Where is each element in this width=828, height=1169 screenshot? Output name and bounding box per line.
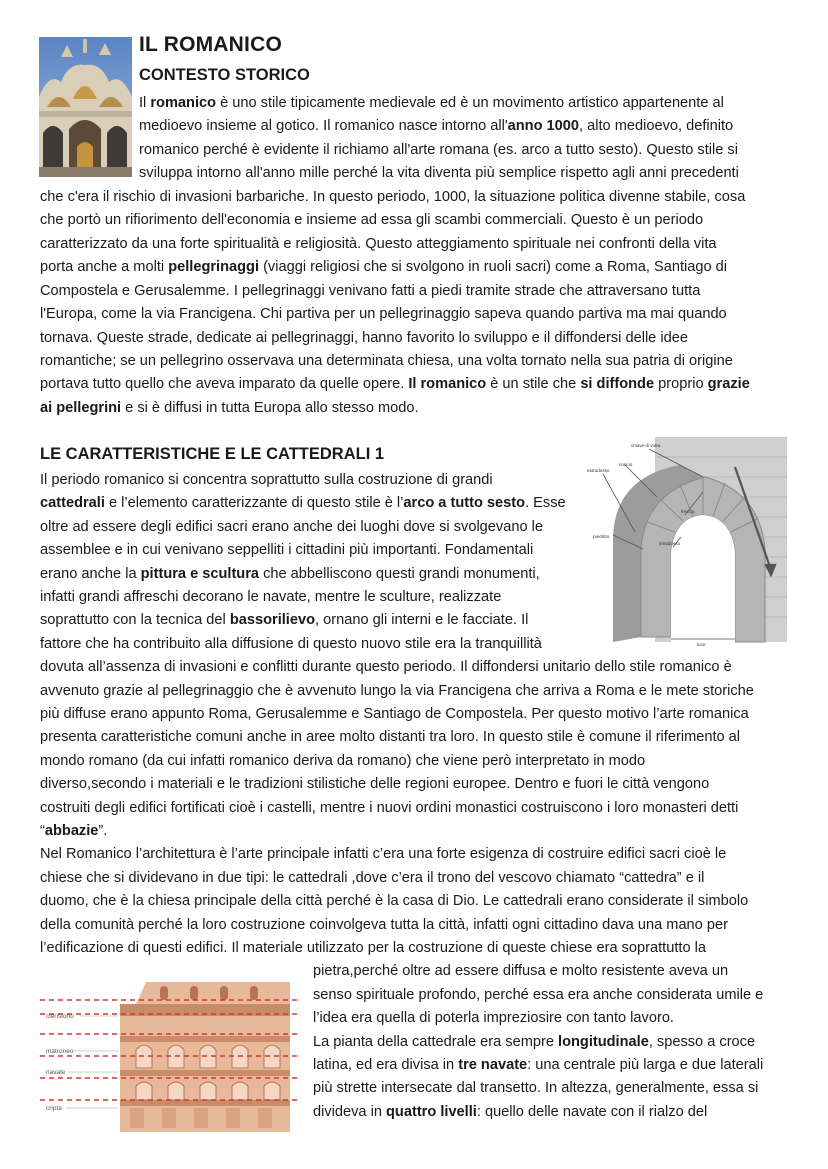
text-line	[139, 116, 733, 136]
label-cleristorio: cleristorio	[46, 1013, 74, 1020]
text-line	[40, 704, 749, 724]
text-run: chiese che si dividevano in due tipi: le cattedrali ,dove c’era il trono del vescovo chiamato “cattedra” e il	[40, 870, 705, 886]
text-run: pietra,perché oltre ad essere diffusa e molto resistente aveva un	[313, 963, 729, 979]
text-run: dovuta all’assenza di invasioni e conflitti durante questo periodo. Il diffondersi unitario dello stile romanico è	[40, 659, 732, 675]
text-line	[40, 281, 700, 301]
bold-text: longitudinale	[558, 1034, 649, 1050]
text-run: Il	[139, 95, 151, 111]
label-intradosso: intradosso	[659, 541, 681, 546]
text-line	[40, 328, 688, 348]
text-line	[40, 657, 732, 677]
text-line	[139, 140, 738, 160]
text-run: senso spirituale profondo, perché essa era anche considerata umile e	[313, 987, 764, 1003]
text-line	[40, 257, 727, 277]
text-line	[40, 727, 740, 747]
bold-text: ai pellegrini	[40, 400, 122, 416]
label-concio: concio	[619, 462, 633, 467]
text-run: che portò un rifiorimento dell'economia e insieme ad essa gli scambi commerciali. Questo è un periodo	[40, 212, 704, 228]
text-run: costruiti degli edifici fortificati cioè i castelli, mentre i nuovi ordini monastici costruiscono i loro monasteri detti	[40, 800, 739, 816]
text-run: romanico perché è evidente il richiamo all'arte romana (es. arco a tutto sesto). Questo stile si	[139, 142, 738, 158]
text-run: della comunità perché la loro costruzione coinvolgeva tutta la città, infatti ogni cittadino dava una mano per	[40, 917, 728, 933]
label-estradosso: estradosso	[587, 468, 610, 473]
text-run: mondo romano (da cui infatti romanico deriva da romano) che viene però interpretato in modo	[40, 753, 646, 769]
text-run: La pianta della cattedrale era sempre	[313, 1034, 559, 1050]
text-run: proprio	[654, 376, 708, 392]
text-line	[40, 798, 738, 818]
text-run: romantiche; se un pellegrino osservava una determinata chiesa, una volta tornato nella sua patria di origine	[40, 353, 733, 369]
text-line	[40, 210, 703, 230]
text-line	[40, 938, 706, 958]
text-run: l’idea era quella di poterla impreziosire con tanto lavoro.	[313, 1010, 674, 1026]
text-run: portava tutto quello che aveva imparato da quelle opere.	[40, 376, 409, 392]
text-run: è uno stile tipicamente medievale ed è un movimento artistico appartenente al	[216, 95, 724, 111]
bold-text: cattedrali	[40, 495, 105, 511]
text-line	[40, 304, 727, 324]
text-line	[40, 634, 542, 654]
cathedral-section-diagram	[40, 974, 298, 1132]
bold-text: Il romanico	[408, 376, 487, 392]
text-run: sviluppa intorno all'anno mille perché la vita diventa più semplice rispetto agli anni precedenti	[139, 165, 739, 181]
text-line	[139, 93, 724, 113]
text-run: avvenuto grazie al pellegrinaggio che è avvenuto lungo la via Francigena che arriva a Roma e le mete storiche	[40, 683, 754, 699]
bold-text: abbazie	[44, 823, 99, 839]
bold-text: anno 1000	[507, 118, 580, 134]
text-line	[40, 470, 493, 490]
text-run: : una centrale più larga e due laterali	[527, 1057, 764, 1073]
text-line	[313, 961, 728, 981]
text-line	[313, 1055, 763, 1075]
text-run: infatti grandi affreschi decorano le navate, mentre le sculture, realizzate	[40, 589, 502, 605]
text-line	[40, 374, 750, 394]
text-run: che c'era il rischio di invasioni barbariche. In questo periodo, 1000, la situazione politica divenne stabile, cosa	[40, 189, 746, 205]
text-run: l'Europa, come la via Francigena. Chi partiva per un pellegrinaggio sapeva quando partiva ma mai quando	[40, 306, 727, 322]
text-line	[40, 610, 528, 630]
text-run: caratterizzato da una forte spiritualità e religiosità. Questo atteggiamento spirituale nei confronti della vita	[40, 236, 717, 252]
bold-text: grazie	[707, 376, 750, 392]
text-line	[40, 587, 501, 607]
text-run: porta anche a molti	[40, 259, 169, 275]
arch-diagram	[585, 437, 787, 650]
text-line	[139, 163, 739, 183]
text-run: oltre ad essere degli edifici sacri erano anche dei luoghi dove si svolgevano le	[40, 519, 543, 535]
bold-text: bassorilievo	[229, 612, 316, 628]
text-run: Il periodo romanico si concentra soprattutto sulla costruzione di grandi	[40, 472, 493, 488]
text-line	[40, 517, 543, 537]
text-line	[40, 564, 540, 584]
text-run: latina, ed era divisa in	[313, 1057, 459, 1073]
text-run: l’edificazione di questi edifici. Il materiale utilizzato per la costruzione di queste chiese era soprattutto la	[40, 940, 706, 956]
text-run: e si è diffusi in tutta Europa allo stesso modo.	[121, 400, 419, 416]
text-line	[313, 1078, 758, 1098]
text-run: duomo, che è la chiesa principale della città perché è la casa di Dio. Le cattedrali erano considerate il simbolo	[40, 893, 749, 909]
text-line	[40, 821, 107, 841]
text-run: assemblee e in cui venivano seppelliti i cittadini più importanti. Fondamentali	[40, 542, 534, 558]
basilica-photo	[39, 37, 132, 177]
text-run: , ornano gli interni e le facciate. Il	[315, 612, 529, 628]
bold-text: romanico	[150, 95, 217, 111]
text-line	[40, 891, 748, 911]
text-run: : quello delle navate con il rialzo del	[476, 1104, 708, 1120]
text-run: . Esse	[525, 495, 566, 511]
text-run: presenta caratteristiche comuni anche in aree molto distanti tra loro. In questo stile è comune il riferimento al	[40, 729, 741, 745]
text-line	[313, 1008, 674, 1028]
label-navate: navate	[46, 1069, 66, 1076]
text-line	[40, 774, 709, 794]
text-run: medioevo insieme al gotico. Il romanico nasce intorno all'	[139, 118, 508, 134]
text-run: soprattutto con la tecnica del	[40, 612, 230, 628]
bold-text: arco a tutto sesto	[403, 495, 526, 511]
text-line	[40, 915, 728, 935]
text-run: Compostela e Gerusalemme. I pellegrinaggi venivano fatti a piedi tramite strade che attraversano tutta	[40, 283, 701, 299]
text-run: che abbelliscono questi grandi monumenti,	[259, 566, 540, 582]
bold-text: si diffonde	[580, 376, 655, 392]
section-heading-caratteristiche: LE CARATTERISTICHE E LE CATTEDRALI 1	[40, 445, 385, 463]
text-run: e l’elemento caratterizzante di questo stile è l’	[104, 495, 404, 511]
text-run: divideva in	[313, 1104, 387, 1120]
text-run: fattore che ha contribuito alla diffusione di questo nuovo stile era la tranquillità	[40, 636, 542, 652]
text-line	[40, 351, 733, 371]
text-line	[40, 493, 566, 513]
bold-text: pellegrinaggi	[168, 259, 260, 275]
text-run: è un stile che	[486, 376, 581, 392]
bold-text: pittura e scultura	[140, 566, 260, 582]
text-line	[40, 540, 533, 560]
label-matroneo: matroneo	[46, 1048, 74, 1055]
text-line	[40, 681, 754, 701]
text-run: più strette intersecate dal transetto. In altezza, generalmente, essa si	[313, 1080, 759, 1096]
text-run: “	[40, 823, 45, 839]
bold-text: tre navate	[458, 1057, 528, 1073]
text-run: più diffuse erano appunto Roma, Gerusalemme e Santiago de Compostela. Per questo motivo l’arte romanica	[40, 706, 749, 722]
text-run: ”.	[98, 823, 108, 839]
text-line	[40, 187, 745, 207]
text-run: tornava. Queste strade, dedicate ai pellegrinaggi, hanno favorito lo sviluppo e il diffondersi delle idee	[40, 330, 688, 346]
text-line	[313, 1032, 755, 1052]
label-luce: luce	[697, 642, 706, 647]
text-run: diverso,secondo i materiali e le tradizioni stilistiche delle regioni europee. Dentro e fuori le città vengono	[40, 776, 710, 792]
text-line	[313, 985, 763, 1005]
text-line	[40, 844, 726, 864]
page-title: IL ROMANICO	[139, 33, 282, 56]
section-heading-contesto: CONTESTO STORICO	[139, 66, 310, 84]
label-freccia: freccia	[681, 509, 695, 514]
label-piedritto: piedritto	[593, 534, 610, 539]
text-line	[40, 868, 704, 888]
text-run: , spesso a croce	[648, 1034, 756, 1050]
text-run: erano anche la	[40, 566, 141, 582]
label-cripta: cripta	[46, 1105, 62, 1112]
label-chiave-di-volta: chiave di volta	[631, 443, 661, 448]
text-run: (viaggi religiosi che si svolgono in ruoli sacri) come a Roma, Santiago di	[259, 259, 728, 275]
bold-text: quattro livelli	[386, 1104, 477, 1120]
text-run: Nel Romanico l’architettura è l’arte principale infatti c’era una forte esigenza di costruire edifici sacri cioè le	[40, 846, 727, 862]
text-line	[313, 1102, 707, 1122]
text-line	[40, 234, 717, 254]
text-run: , alto medioevo, definito	[579, 118, 734, 134]
text-line	[40, 751, 645, 771]
text-line	[40, 398, 419, 418]
